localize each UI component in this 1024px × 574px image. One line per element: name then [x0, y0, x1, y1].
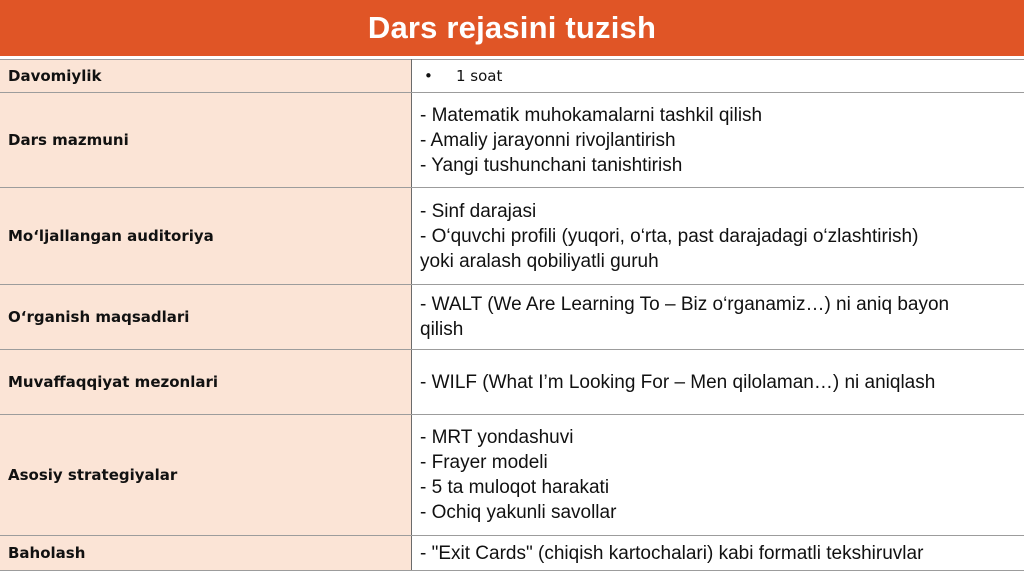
row-label: Baholash: [0, 536, 412, 571]
row-label: Muvaffaqqiyat mezonlari: [0, 350, 412, 415]
row-content: [412, 350, 1024, 415]
lesson-plan-table: [0, 59, 1024, 571]
row-content: [412, 60, 1024, 93]
table-row-davomiylik: [0, 60, 1024, 93]
content-line: - 5 ta muloqot harakati: [420, 477, 610, 498]
table-row-strategiyalar: [0, 415, 1024, 536]
bullet-icon: •: [424, 66, 433, 85]
row-label: O‘rganish maqsadlari: [0, 285, 412, 350]
table-row-baholash: [0, 536, 1024, 571]
table-row-mezonlar: [0, 350, 1024, 415]
content-line: - WALT (We Are Learning To – Biz o‘rganamiz…) ni aniq bayon: [420, 294, 950, 315]
bullet-text: 1 soat: [456, 66, 503, 85]
content-line: yoki aralash qobiliyatli guruh: [420, 250, 659, 272]
row-label: Asosiy strategiyalar: [0, 415, 412, 536]
bullet-item: [420, 64, 1024, 89]
content-line: - Yangi tushunchani tanishtirish: [420, 154, 683, 176]
content-line: - "Exit Cards" (chiqish kartochalari) kabi formatli tekshiruvlar: [420, 542, 924, 564]
table-row-auditoriya: [0, 188, 1024, 285]
slide-title: Dars rejasini tuzish: [367, 10, 657, 45]
row-content: [412, 536, 1024, 571]
row-label: Davomiylik: [0, 60, 412, 93]
row-label: Mo‘ljallangan auditoriya: [0, 188, 412, 285]
table-row-dars-mazmuni: [0, 93, 1024, 188]
content-line: - O‘quvchi profili (yuqori, o‘rta, past darajadagi o‘zlashtirish): [420, 225, 919, 247]
content-line: - Ochiq yakunli savollar: [420, 502, 617, 523]
title-bar: [0, 0, 1024, 56]
row-content: [412, 285, 1024, 350]
row-content: [412, 188, 1024, 285]
content-line: qilish: [420, 319, 464, 340]
row-content: [412, 93, 1024, 188]
table-row-maqsadlar: [0, 285, 1024, 350]
row-content: [412, 415, 1024, 536]
content-line: - Frayer modeli: [420, 452, 548, 473]
row-label: Dars mazmuni: [0, 93, 412, 188]
content-line: - Matematik muhokamalarni tashkil qilish: [420, 104, 763, 126]
content-line: - WILF (What I’m Looking For – Men qilolaman…) ni aniqlash: [420, 371, 936, 393]
content-line: - Sinf darajasi: [420, 200, 537, 222]
content-line: - MRT yondashuvi: [420, 427, 574, 448]
content-line: - Amaliy jarayonni rivojlantirish: [420, 129, 676, 151]
